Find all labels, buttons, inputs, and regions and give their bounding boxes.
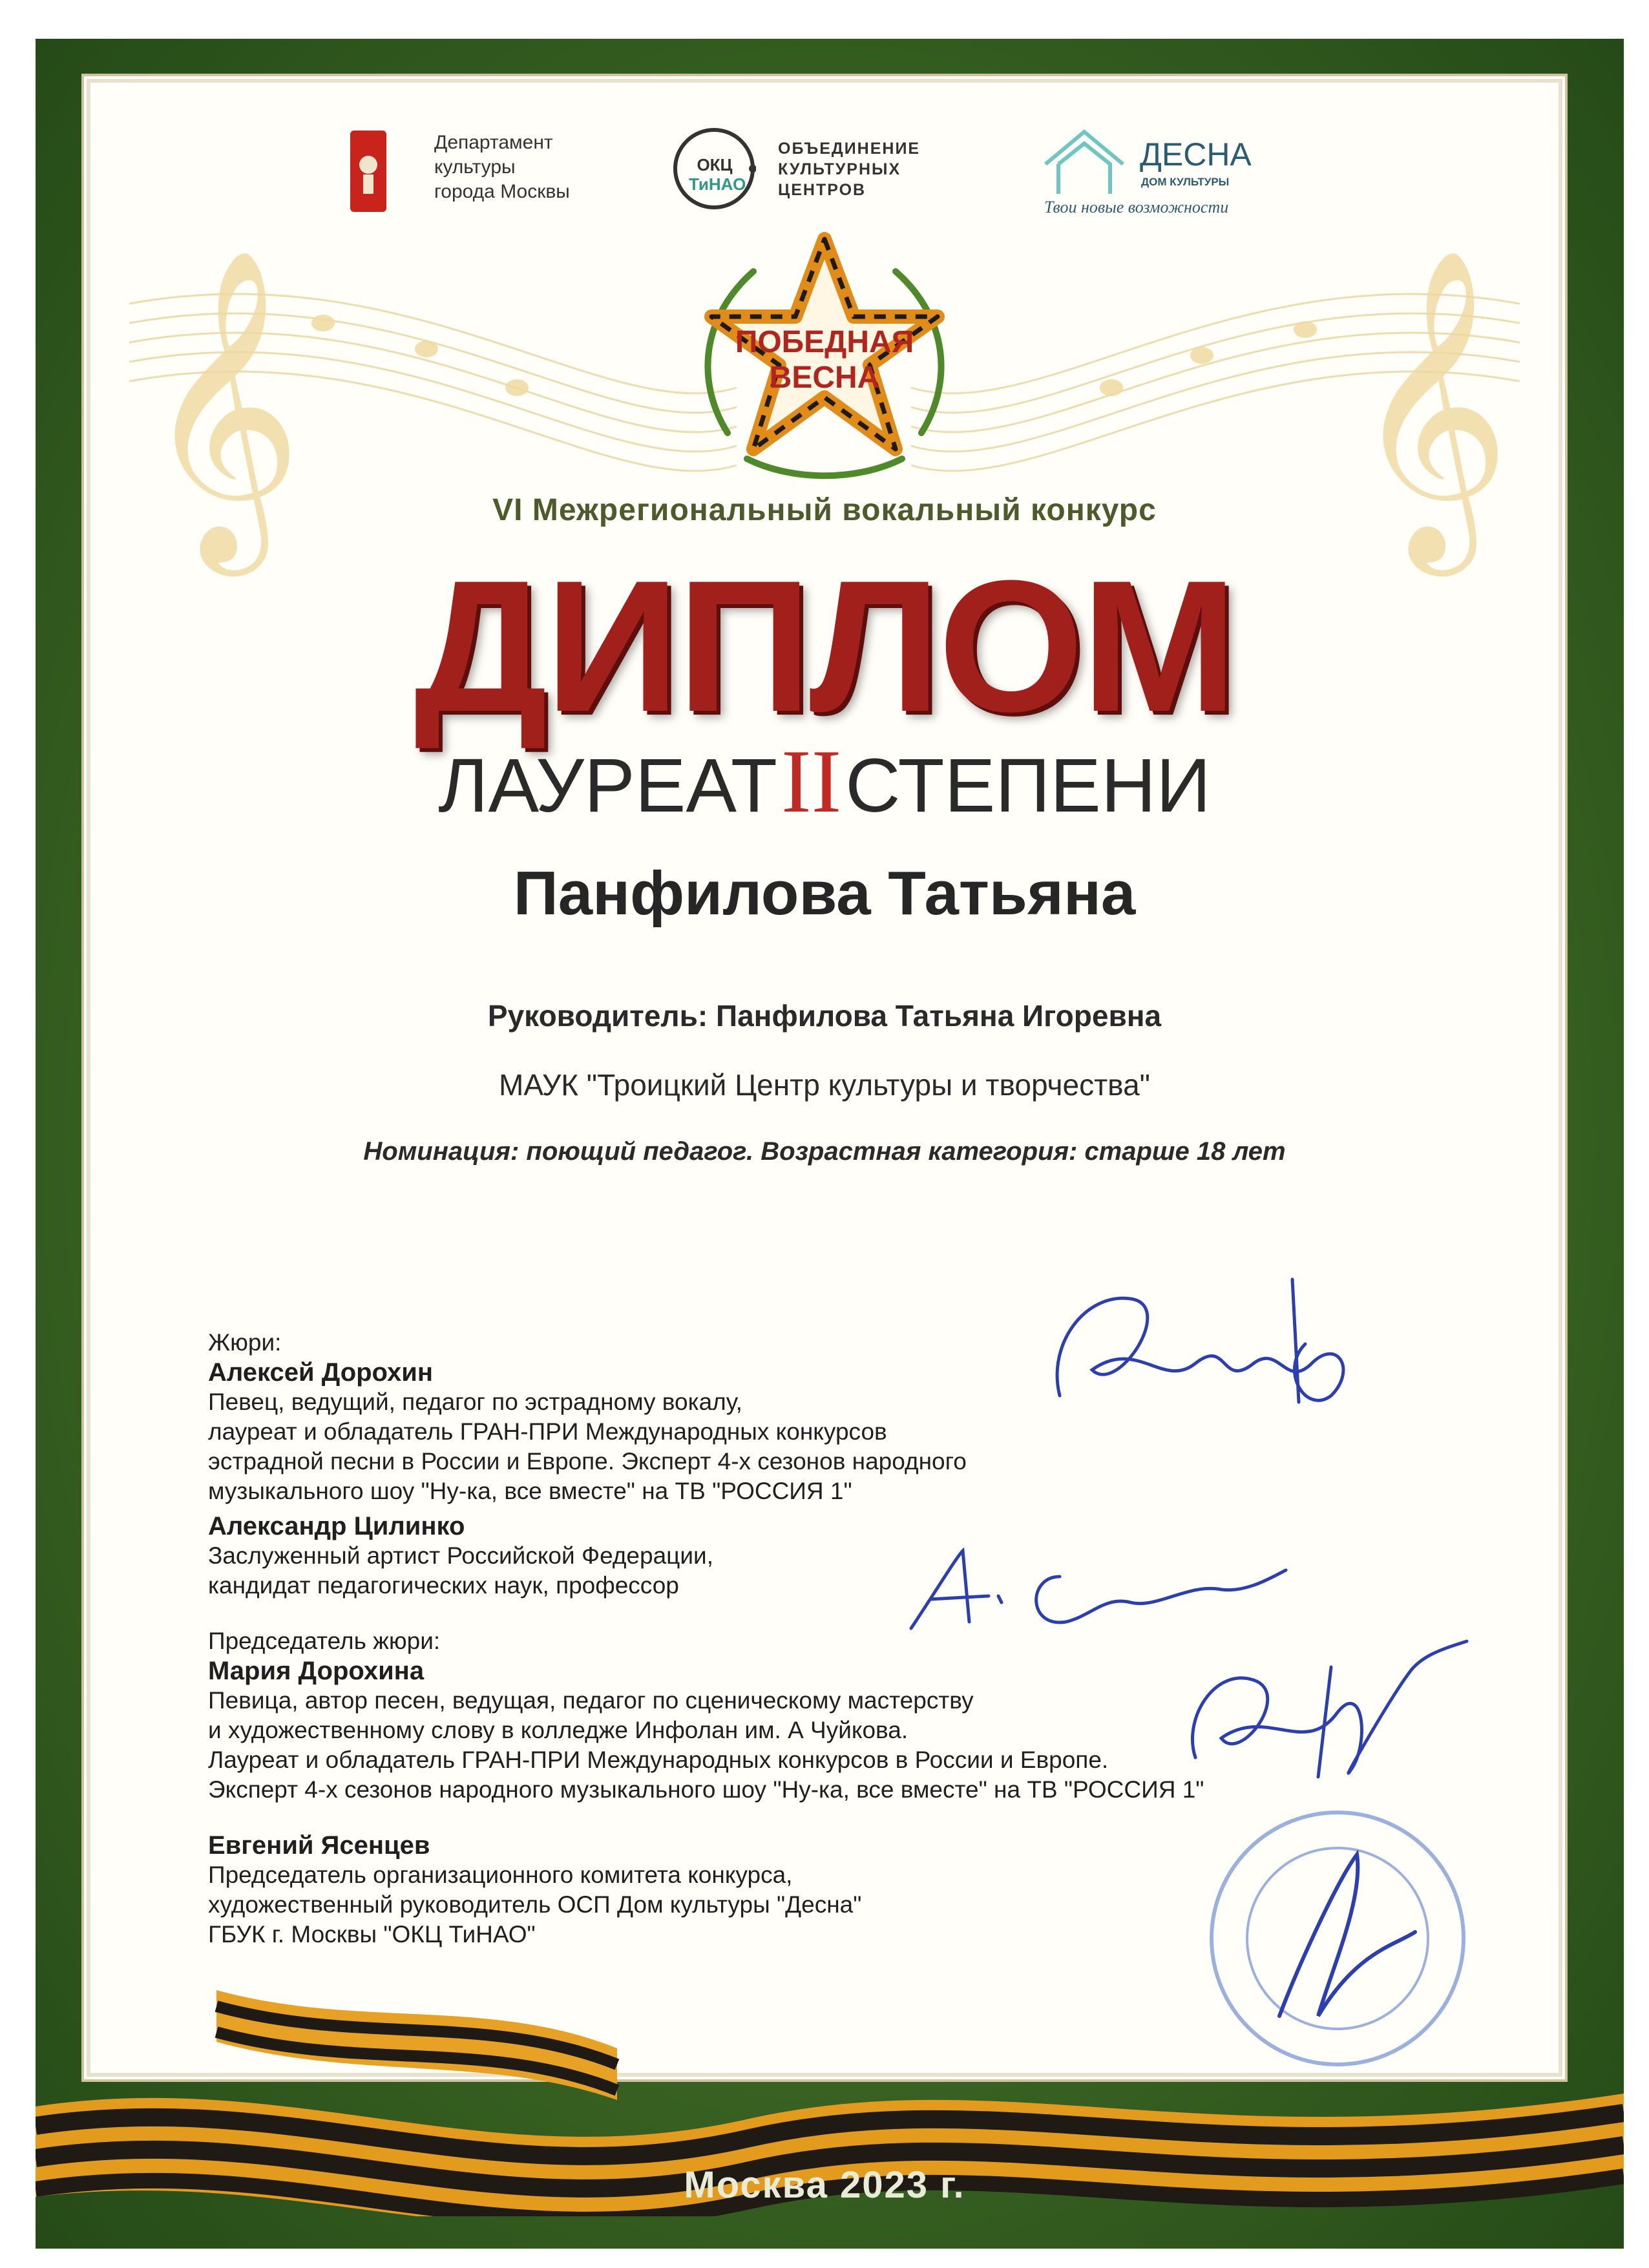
desna-title: ДЕСНА bbox=[1140, 136, 1252, 173]
degree-numeral: II bbox=[781, 731, 842, 832]
nomination-line: Номинация: поющий педагог. Возрастная категория: старше 18 лет bbox=[363, 1137, 1286, 1166]
chair-label: Председатель жюри: bbox=[208, 1628, 441, 1654]
signature-dorokhin bbox=[1034, 1266, 1383, 1434]
organizer-line: художественный руководитель ОСП Дом культуры "Десна" bbox=[208, 1891, 862, 1918]
jury-member-name: Алексей Дорохин bbox=[208, 1358, 433, 1387]
okc-line: КУЛЬТУРНЫХ bbox=[778, 160, 901, 178]
jury-chair-line: Певица, автор песен, ведущая, педагог по сценическому мастерству bbox=[208, 1687, 974, 1714]
degree-word: СТЕПЕНИ bbox=[845, 743, 1211, 828]
okc-mark bbox=[689, 155, 746, 194]
svg-text:𝄞: 𝄞 bbox=[1350, 246, 1511, 562]
footer-city-year: Москва 2023 г. bbox=[684, 2164, 965, 2206]
victory-star-emblem bbox=[682, 226, 967, 485]
organizer-line: ГБУК г. Москвы "ОКЦ ТиНАО" bbox=[208, 1921, 536, 1948]
moscow-coat-of-arms-icon bbox=[349, 129, 388, 213]
jury-member-line: музыкального шоу "Ну-ка, все вместе" на ТВ "РОССИЯ 1" bbox=[208, 1478, 852, 1504]
jury-chair-line: Лауреат и обладатель ГРАН-ПРИ Международных конкурсов в России и Европе. bbox=[208, 1747, 1109, 1773]
jury-member-name: Александр Цилинко bbox=[208, 1512, 465, 1540]
organizer-name: Евгений Ясенцев bbox=[208, 1831, 430, 1860]
recipient-name: Панфилова Татьяна bbox=[513, 859, 1136, 928]
okc-line: ЦЕНТРОВ bbox=[778, 181, 867, 199]
diploma-heading: ДИПЛОМ bbox=[414, 541, 1235, 751]
jury-label: Жюри: bbox=[208, 1329, 282, 1356]
jury-chair-name: Мария Дорохина bbox=[208, 1657, 425, 1685]
okc-line: ОБЪЕДИНЕНИЕ bbox=[778, 140, 921, 158]
svg-text:𝄞: 𝄞 bbox=[142, 246, 303, 562]
desna-subtitle: ДОМ КУЛЬТУРЫ bbox=[1141, 176, 1230, 188]
dept-line: Департамент bbox=[434, 132, 553, 153]
okc-logo-text bbox=[778, 138, 920, 200]
emblem-line2: ВЕСНА bbox=[769, 361, 880, 395]
laureate-word: ЛАУРЕАТ bbox=[438, 743, 777, 828]
jury-member-line: Заслуженный артист Российской Федерации, bbox=[208, 1542, 713, 1569]
jury-member-line: кандидат педагогических наук, профессор bbox=[208, 1572, 679, 1599]
contest-title: VI Межрегиональный вокальный конкурс bbox=[492, 493, 1157, 527]
desna-house-icon bbox=[1039, 125, 1129, 196]
organizer-line: Председатель организационного комитета конкурса, bbox=[208, 1862, 793, 1888]
okc-mark-line: ОКЦ bbox=[697, 155, 733, 174]
leader-line: Руководитель: Панфилова Татьяна Игоревна bbox=[487, 999, 1162, 1033]
jury-member-line: лауреат и обладатель ГРАН-ПРИ Международных конкурсов bbox=[208, 1418, 887, 1445]
jury-chair-line: и художественному слову в колледже Инфолан им. А Чуйкова. bbox=[208, 1717, 909, 1743]
desna-slogan: Твои новые возможности bbox=[1044, 198, 1229, 216]
dept-logo-text bbox=[434, 131, 570, 204]
laureate-degree bbox=[0, 731, 1649, 832]
signature-dorokhina bbox=[1176, 1628, 1473, 1796]
dept-line: культуры bbox=[434, 156, 516, 178]
signature-tsilinko bbox=[898, 1531, 1312, 1641]
jury-chair-line: Эксперт 4-х сезонов народного музыкального шоу "Ну-ка, все вместе" на ТВ "РОССИЯ 1" bbox=[208, 1776, 1204, 1803]
dept-line: города Москвы bbox=[434, 181, 570, 202]
jury-member-line: эстрадной песни в России и Европе. Эксперт 4-х сезонов народного bbox=[208, 1448, 967, 1475]
jury-member-line: Певец, ведущий, педагог по эстрадному вокалу, bbox=[208, 1389, 742, 1415]
partner-logos bbox=[0, 121, 1649, 231]
emblem-line1: ПОБЕДНАЯ bbox=[735, 325, 914, 359]
organization-line: МАУК "Троицкий Центр культуры и творчества" bbox=[499, 1068, 1150, 1102]
okc-mark-line: ТиНАО bbox=[689, 174, 746, 194]
